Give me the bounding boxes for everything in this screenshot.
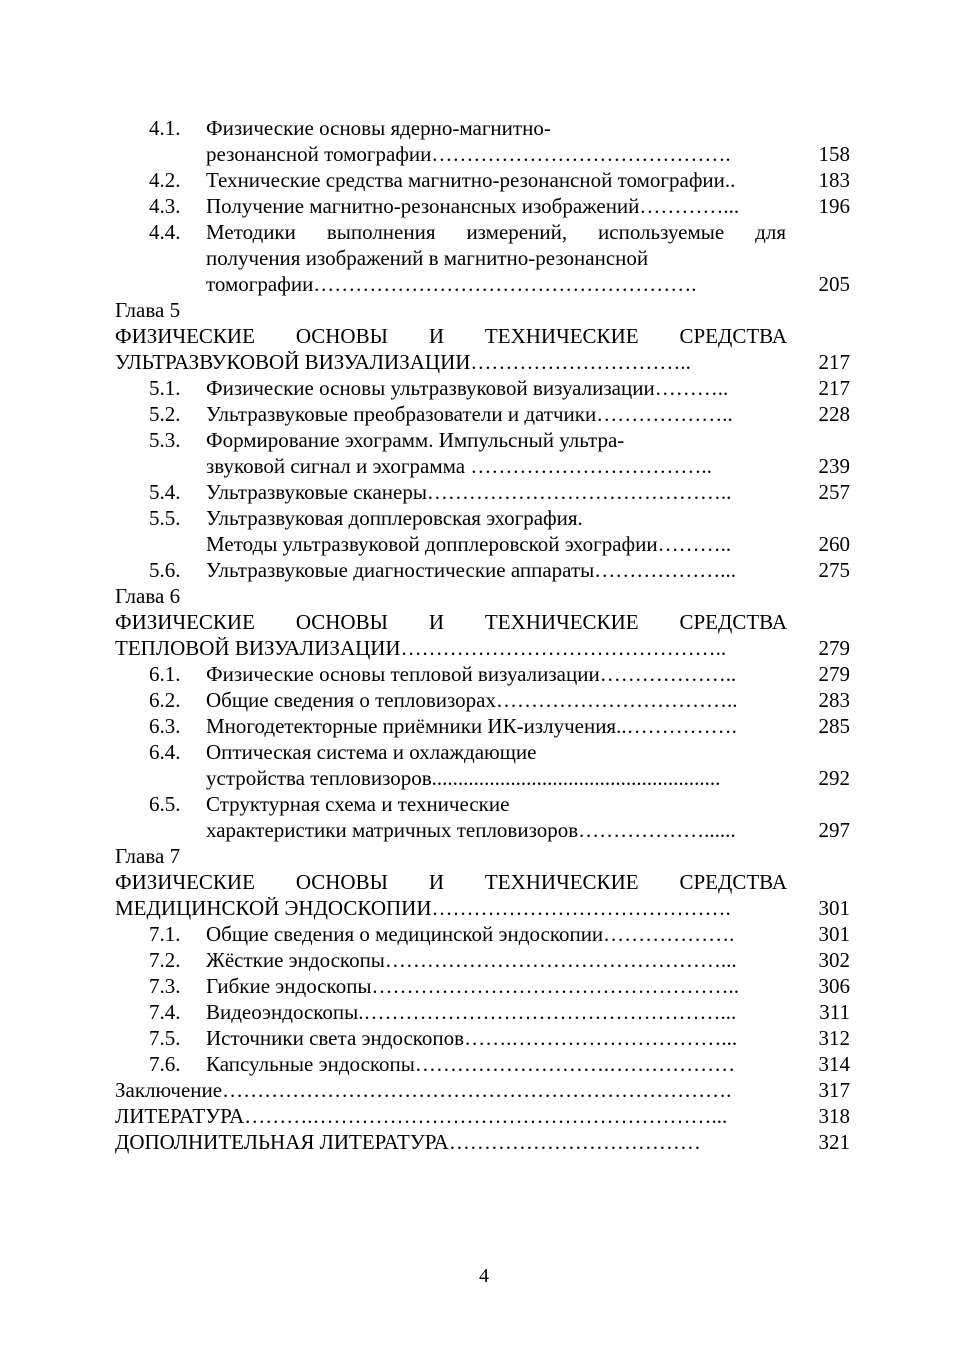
toc-entry-title: Ультразвуковые диагностические аппараты………………... xyxy=(206,558,736,582)
toc-heading-line xyxy=(115,869,850,895)
toc-entry-number: 4.2. xyxy=(149,168,181,192)
toc-entry xyxy=(115,505,850,531)
toc-entry-number: 6.2. xyxy=(149,688,181,712)
toc-entry-page: 285 xyxy=(818,714,850,738)
toc-entry-page: 302 xyxy=(818,948,850,972)
toc-heading-line xyxy=(115,609,850,635)
toc-entry-page: 279 xyxy=(818,636,850,660)
toc-entry xyxy=(115,375,850,401)
toc-entry xyxy=(115,167,850,193)
toc-entry xyxy=(115,739,850,765)
toc-entry-title: Методики выполнения измерений, используемые для xyxy=(206,220,786,244)
toc-heading-line xyxy=(115,895,850,921)
toc-entry-page: 217 xyxy=(818,350,850,374)
toc-entry-page: 306 xyxy=(818,974,850,998)
toc-entry xyxy=(115,427,850,453)
toc-entry-page: 279 xyxy=(818,662,850,686)
toc-entry-title: Ультразвуковая допплеровская эхография. xyxy=(206,506,583,530)
toc-entry-title: Заключение………………………………………………………………. xyxy=(115,1078,732,1102)
toc-entry-title: Методы ультразвуковой допплеровской эхографии……….. xyxy=(206,532,732,556)
toc-entry-title: Структурная схема и технические xyxy=(206,792,510,816)
toc-entry xyxy=(115,245,850,271)
toc-entry xyxy=(115,765,850,791)
toc-entry-title: ДОПОЛНИТЕЛЬНАЯ ЛИТЕРАТУРА……………………………… xyxy=(115,1130,701,1154)
toc-entry-title: Оптическая система и охлаждающие xyxy=(206,740,537,764)
toc-heading-line xyxy=(115,297,850,323)
toc-entry-number: 4.1. xyxy=(149,116,181,140)
toc-entry-title: Ультразвуковые преобразователи и датчики……………….. xyxy=(206,402,733,426)
toc-entry xyxy=(115,999,850,1025)
toc-entry-title: Физические основы ядерно-магнитно- xyxy=(206,116,551,140)
toc-entry-title: ЛИТЕРАТУРА……….…………………………………………………... xyxy=(115,1104,728,1128)
toc-entry-number: 4.3. xyxy=(149,194,181,218)
toc-entry xyxy=(115,947,850,973)
toc-entry-number: 7.1. xyxy=(149,922,181,946)
toc-heading-line xyxy=(115,349,850,375)
toc-entry xyxy=(115,219,850,245)
toc-entry-number: 5.5. xyxy=(149,506,181,530)
page-number: 4 xyxy=(479,1265,489,1287)
toc-entry-number: 7.4. xyxy=(149,1000,181,1024)
toc-entry-number: 6.3. xyxy=(149,714,181,738)
toc-entry-title: Многодетекторные приёмники ИК-излучения..……………. xyxy=(206,714,737,738)
toc-entry-title: УЛЬТРАЗВУКОВОЙ ВИЗУАЛИЗАЦИИ………………………….. xyxy=(115,350,691,374)
toc-heading-line xyxy=(115,1103,850,1129)
toc-entry-title: Гибкие эндоскопы…………………………………………….. xyxy=(206,974,740,998)
toc-entry-title: Капсульные эндоскопы……………………….……………… xyxy=(206,1052,736,1076)
toc-entry-page: 239 xyxy=(818,454,850,478)
toc-entry xyxy=(115,973,850,999)
toc-entry-page: 217 xyxy=(818,376,850,400)
toc-entry-title: ФИЗИЧЕСКИЕ ОСНОВЫ И ТЕХНИЧЕСКИЕ СРЕДСТВА xyxy=(115,870,787,894)
toc-entry-number: 5.2. xyxy=(149,402,181,426)
toc-entry-page: 196 xyxy=(818,194,850,218)
toc-entry xyxy=(115,401,850,427)
toc-entry-number: 6.4. xyxy=(149,740,181,764)
toc-entry-number: 4.4. xyxy=(149,220,181,244)
toc-entry-title: томографии………………………………………………. xyxy=(206,272,697,296)
toc-entry-title: Физические основы тепловой визуализации……………….. xyxy=(206,662,737,686)
toc-entry xyxy=(115,713,850,739)
toc-entry xyxy=(115,557,850,583)
toc-entry xyxy=(115,115,850,141)
toc-entry xyxy=(115,817,850,843)
toc-entry-title: Физические основы ультразвуковой визуализации……….. xyxy=(206,376,729,400)
toc-heading-line xyxy=(115,1129,850,1155)
toc-entry-page: 257 xyxy=(818,480,850,504)
toc-entry xyxy=(115,921,850,947)
toc-entry xyxy=(115,453,850,479)
toc-entry-page: 275 xyxy=(818,558,850,582)
toc-entry-title: Жёсткие эндоскопы…………………………………………... xyxy=(206,948,737,972)
toc-entry-number: 7.2. xyxy=(149,948,181,972)
toc-entry-title: Источники света эндоскопов…….…………………………... xyxy=(206,1026,738,1050)
toc-entry-number: 5.6. xyxy=(149,558,181,582)
toc-entry-page: 297 xyxy=(818,818,850,842)
table-of-contents xyxy=(115,115,850,1155)
toc-entry-title: получения изображений в магнитно-резонансной xyxy=(206,246,649,270)
toc-entry-title: Получение магнитно-резонансных изображений…………... xyxy=(206,194,740,218)
toc-entry-page: 317 xyxy=(818,1078,850,1102)
toc-entry-title: Ультразвуковые сканеры…………………………………….. xyxy=(206,480,732,504)
toc-entry-title: ФИЗИЧЕСКИЕ ОСНОВЫ И ТЕХНИЧЕСКИЕ СРЕДСТВА xyxy=(115,324,787,348)
toc-entry xyxy=(115,531,850,557)
toc-heading-line xyxy=(115,635,850,661)
toc-entry-title: характеристики матричных тепловизоров………………...... xyxy=(206,818,736,842)
toc-entry xyxy=(115,1051,850,1077)
toc-entry-title: Технические средства магнитно-резонансной томографии.. xyxy=(206,168,736,192)
toc-entry-page: 228 xyxy=(818,402,850,426)
toc-entry-page: 312 xyxy=(818,1026,850,1050)
toc-entry-page: 283 xyxy=(818,688,850,712)
toc-entry-page: 183 xyxy=(818,168,850,192)
toc-entry-page: 260 xyxy=(818,532,850,556)
toc-heading-line xyxy=(115,583,850,609)
toc-heading-line xyxy=(115,1077,850,1103)
toc-entry-title: Видеоэндоскопы.……………………………………………... xyxy=(206,1000,737,1024)
toc-entry-page: 314 xyxy=(818,1052,850,1076)
toc-entry-number: 6.1. xyxy=(149,662,181,686)
toc-entry-number: 7.6. xyxy=(149,1052,181,1076)
toc-entry-title: МЕДИЦИНСКОЙ ЭНДОСКОПИИ……………………………………. xyxy=(115,896,731,920)
toc-entry-title: Глава 7 xyxy=(115,844,181,868)
toc-entry-title: Формирование эхограмм. Импульсный ультра- xyxy=(206,428,625,452)
toc-entry-title: Общие сведения о тепловизорах…………………………….. xyxy=(206,688,738,712)
toc-entry-page: 318 xyxy=(818,1104,850,1128)
toc-entry-page: 292 xyxy=(818,766,850,790)
toc-entry xyxy=(115,193,850,219)
toc-entry-number: 7.5. xyxy=(149,1026,181,1050)
toc-heading-line xyxy=(115,843,850,869)
toc-entry xyxy=(115,1025,850,1051)
toc-entry xyxy=(115,141,850,167)
toc-entry xyxy=(115,479,850,505)
toc-entry-title: устройства тепловизоров....................................................... xyxy=(206,766,721,790)
toc-entry-page: 301 xyxy=(818,896,850,920)
toc-entry-title: Глава 6 xyxy=(115,584,181,608)
toc-entry-title: Общие сведения о медицинской эндоскопии………………. xyxy=(206,922,735,946)
toc-heading-line xyxy=(115,323,850,349)
toc-entry-number: 5.3. xyxy=(149,428,181,452)
toc-entry-page: 158 xyxy=(818,142,850,166)
toc-entry-page: 311 xyxy=(819,1000,850,1024)
toc-entry-title: звуковой сигнал и эхограмма …………………………….. xyxy=(206,454,712,478)
toc-entry-page: 205 xyxy=(818,272,850,296)
toc-entry-page: 321 xyxy=(818,1130,850,1154)
toc-entry-title: Глава 5 xyxy=(115,298,181,322)
toc-entry-number: 5.4. xyxy=(149,480,181,504)
toc-entry-number: 7.3. xyxy=(149,974,181,998)
toc-entry-number: 5.1. xyxy=(149,376,181,400)
toc-entry-page: 301 xyxy=(818,922,850,946)
toc-entry-number: 6.5. xyxy=(149,792,181,816)
toc-entry-title: резонансной томографии……………………………………. xyxy=(206,142,731,166)
toc-entry xyxy=(115,791,850,817)
toc-entry xyxy=(115,271,850,297)
toc-entry-title: ТЕПЛОВОЙ ВИЗУАЛИЗАЦИИ……………………………………….. xyxy=(115,636,727,660)
toc-entry-title: ФИЗИЧЕСКИЕ ОСНОВЫ И ТЕХНИЧЕСКИЕ СРЕДСТВА xyxy=(115,610,787,634)
toc-entry xyxy=(115,661,850,687)
toc-entry xyxy=(115,687,850,713)
